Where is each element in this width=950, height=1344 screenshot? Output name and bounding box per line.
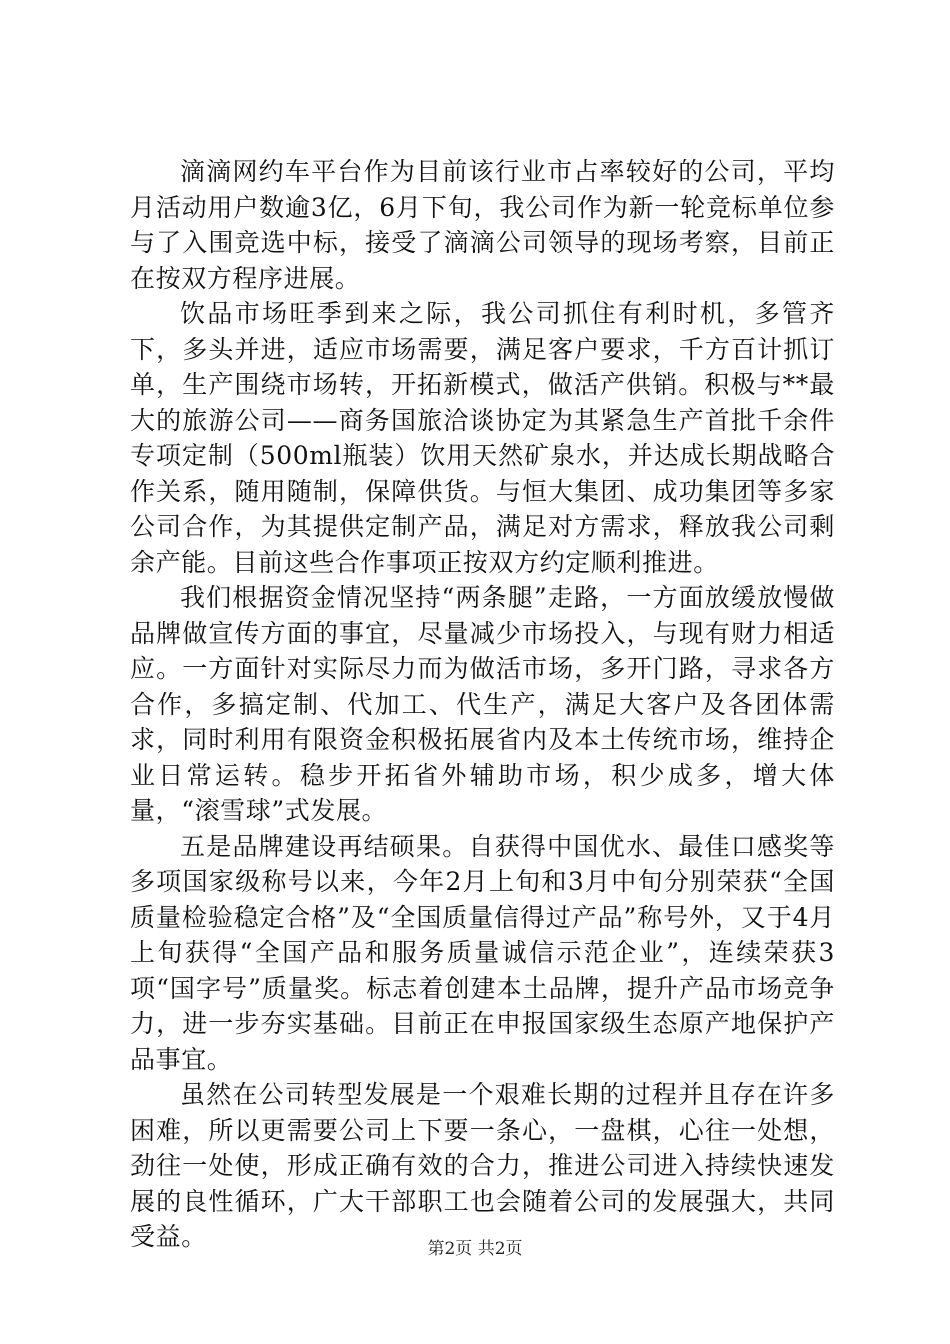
paragraph-2: 饮品市场旺季到来之际，我公司抓住有利时机，多管齐下，多头并进，适应市场需要，满足客户要求，千方百计抓订单，生产围绕市场转，开拓新模式，做活产供销。积极与**最大的旅游公司——商务国旅洽谈协定为其紧急生产首批千余件专项定制（500ml瓶装）饮用天然矿泉水，并达成长期战略合作关系，随用随制，保障供货。与恒大集团、成功集团等多家公司合作，为其提供定制产品，满足对方需求，释放我公司剩余产能。目前这些合作事项正按双方约定顺利推进。 — [130, 299, 835, 577]
paragraph-5: 虽然在公司转型发展是一个艰难长期的过程并且存在许多困难，所以更需要公司上下要一条心，一盘棋，心往一处想，劲往一处使，形成正确有效的合力，推进公司进入持续快速发展的良性循环，广大干部职工也会随着公司的发展强大，共同受益。 — [130, 1080, 835, 1251]
paragraph-3: 我们根据资金情况坚持“两条腿”走路，一方面放缓放慢做品牌做宣传方面的事宜，尽量减少市场投入，与现有财力相适应。一方面针对实际尽力而为做活市场，多开门路，寻求各方合作，多搞定制、代加工、代生产，满足大客户及各团体需求，同时利用有限资金积极拓展省内及本土传统市场，维持企业日常运转。稳步开拓省外辅助市场，积少成多，增大体量，“滚雪球”式发展。 — [130, 583, 835, 825]
paragraph-4: 五是品牌建设再结硕果。自获得中国优水、最佳口感奖等多项国家级称号以来，今年2月上旬和3月中旬分别荣获“全国质量检验稳定合格”及“全国质量信得过产品”称号外，又于4月上旬获得“全国产品和服务质量诚信示范企业”，连续荣获3项“国字号”质量奖。标志着创建本土品牌，提升产品市场竞争力，进一步夯实基础。目前正在申报国家级生态原产地保护产品事宜。 — [130, 831, 835, 1074]
page-number-footer: 第2页 共2页 — [427, 1239, 523, 1259]
document-body — [130, 154, 835, 1255]
paragraph-1: 滴滴网约车平台作为目前该行业市占率较好的公司，平均月活动用户数逾3亿，6月下旬，我公司作为新一轮竞标单位参与了入围竞选中标，接受了滴滴公司领导的现场考察，目前正在按双方程序进展。 — [130, 157, 835, 293]
